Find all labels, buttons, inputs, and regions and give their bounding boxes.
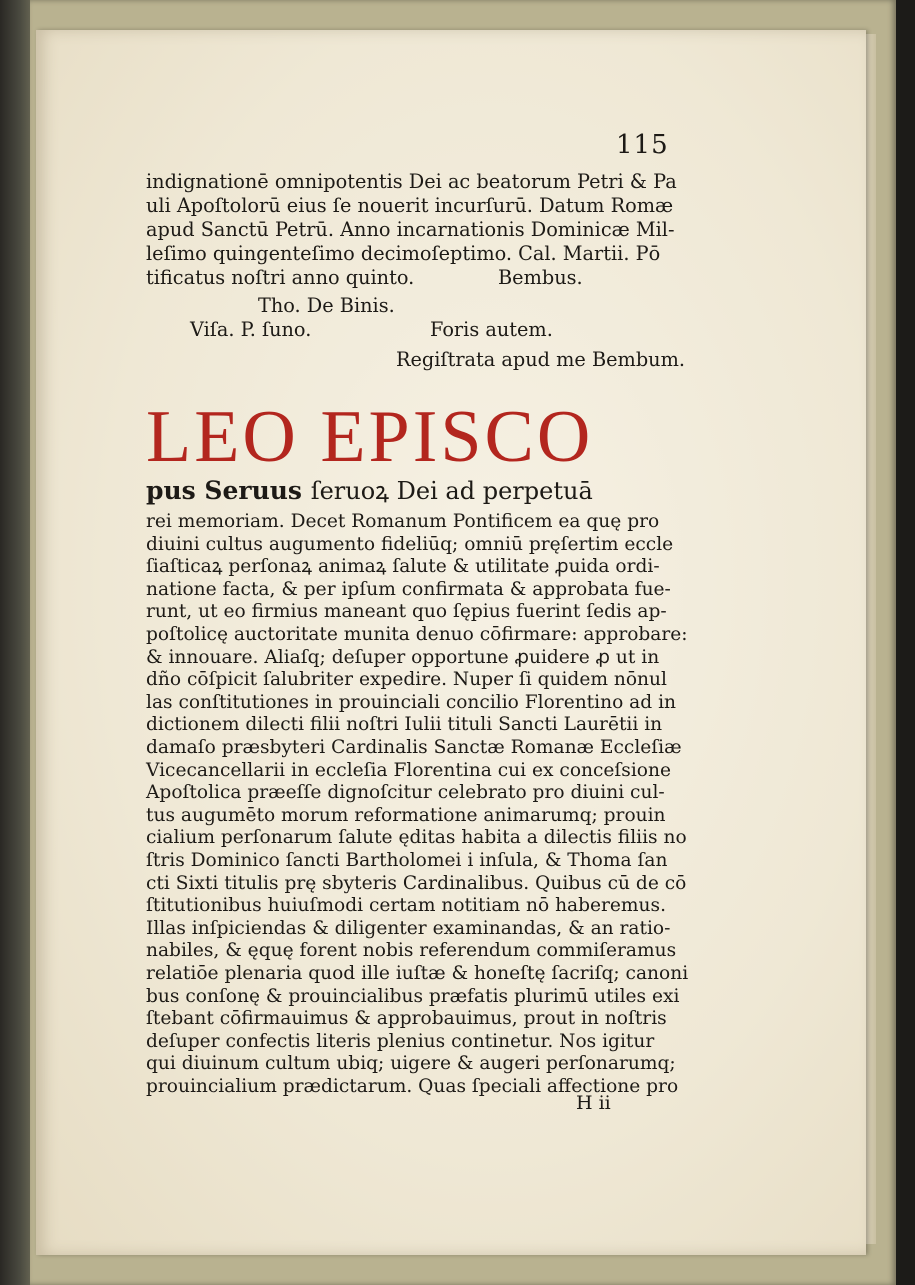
body-line: Apoſtolica præeſſe dignoſcitur celebrato pro diuini cul- bbox=[146, 782, 665, 804]
secretary: Tho. De Binis. bbox=[258, 294, 395, 317]
body-line: runt, ut eo firmius maneant quo ſępius fuerint ſedis ap- bbox=[146, 601, 667, 623]
registrata-note: Regiſtrata apud me Bembum. bbox=[396, 348, 685, 371]
body-line: rei memoriam. Decet Romanum Pontificem ea quę pro bbox=[146, 511, 660, 532]
body-line: poſtolicę auctoritate munita denuo cōfirmare: approbare: bbox=[146, 624, 688, 645]
header-line-4: leſimo quingenteſimo decimoſeptimo. Cal. Martii. Pō bbox=[146, 242, 661, 265]
body-line: natione facta, & per ipſum confirmata & approbata fue- bbox=[146, 578, 671, 600]
signatory: Bembus. bbox=[498, 266, 583, 289]
header-line-3: apud Sanctū Petrū. Anno incarnationis Dominicæ Mil- bbox=[146, 218, 675, 241]
foris-note: Foris autem. bbox=[430, 318, 553, 341]
signature-mark: H ii bbox=[576, 1092, 611, 1114]
body-line: bus conſonę & prouincialibus præfatis plurimū utiles exi bbox=[146, 985, 680, 1007]
gothic-heading bbox=[146, 474, 593, 508]
body-line: relatiōe plenaria quod ille iuſtæ & honeſtę ſacriſq; canoni bbox=[146, 963, 689, 984]
page-number: 115 bbox=[616, 130, 669, 160]
printed-page bbox=[36, 30, 866, 1255]
body-line: nabiles, & ęquę forent nobis referendum commiſeramus bbox=[146, 940, 677, 962]
body-line: deſuper confectis literis plenius continetur. Nos igitur bbox=[146, 1030, 655, 1052]
body-line: ſtris Dominico ſancti Bartholomei i inſula, & Thoma ſan bbox=[146, 850, 668, 871]
red-heading: LEO EPISCO bbox=[146, 396, 594, 478]
body-line: Illas inſpiciendas & diligenter examinandas, & an ratio- bbox=[146, 917, 671, 939]
body-line: cialium perſonarum ſalute ęditas habita a dilectis filiis no bbox=[146, 827, 687, 849]
body-line: dño cōſpicit ſalubriter expedire. Nuper ſi quidem nōnul bbox=[146, 669, 667, 691]
body-line: diuini cultus augumento fideliūq; omniū pręſertim eccle bbox=[146, 533, 674, 555]
body-line: ſiaſticaꝝ perſonaꝝ animaꝝ ſalute & utilitate ꝓuida ordi- bbox=[146, 556, 660, 578]
pontificate-line: tificatus noſtri anno quinto. bbox=[146, 266, 415, 289]
body-line: Vicecancellarii in eccleſia Florentina cui ex conceſsione bbox=[146, 759, 671, 781]
gothic-heading-bold: pus Seruus bbox=[146, 476, 302, 505]
body-line: qui diuinum cultum ubiq; uigere & augeri perſonarumq; bbox=[146, 1053, 676, 1075]
header-line-1: indignationē omnipotentis Dei ac beatorum Petri & Pa bbox=[146, 170, 677, 193]
body-line: tus augumēto morum reformatione animarumq; prouin bbox=[146, 804, 666, 826]
body-line: & innouare. Aliaſq; deſuper opportune ꝓuidere ꝓ ut in bbox=[146, 646, 660, 668]
body-line: prouincialium prædictarum. Quas ſpeciali affectione pro bbox=[146, 1076, 679, 1097]
gothic-heading-rest: ſeruoꝝ Dei ad perpetuā bbox=[310, 477, 593, 505]
body-line: dictionem dilecti filii noſtri Iulii tituli Sancti Laurētii in bbox=[146, 714, 663, 736]
body-line: damaſo præsbyteri Cardinalis Sanctæ Romanæ Eccleſiæ bbox=[146, 737, 682, 758]
header-line-2: uli Apoſtolorū eius ſe nouerit incurſurū. Datum Romæ bbox=[146, 194, 674, 217]
visa-note: Viſa. P. ſuno. bbox=[190, 318, 312, 341]
body-line: cti Sixti titulis prę sbyteris Cardinalibus. Quibus cū de cō bbox=[146, 872, 687, 894]
body-line: las conſtitutiones in prouinciali concilio Florentino ad in bbox=[146, 691, 676, 713]
body-line: ſtitutionibus huiuſmodi certam notitiam nō haberemus. bbox=[146, 895, 666, 917]
body-line: ſtebant cōfirmauimus & approbauimus, prout in noſtris bbox=[146, 1008, 667, 1030]
